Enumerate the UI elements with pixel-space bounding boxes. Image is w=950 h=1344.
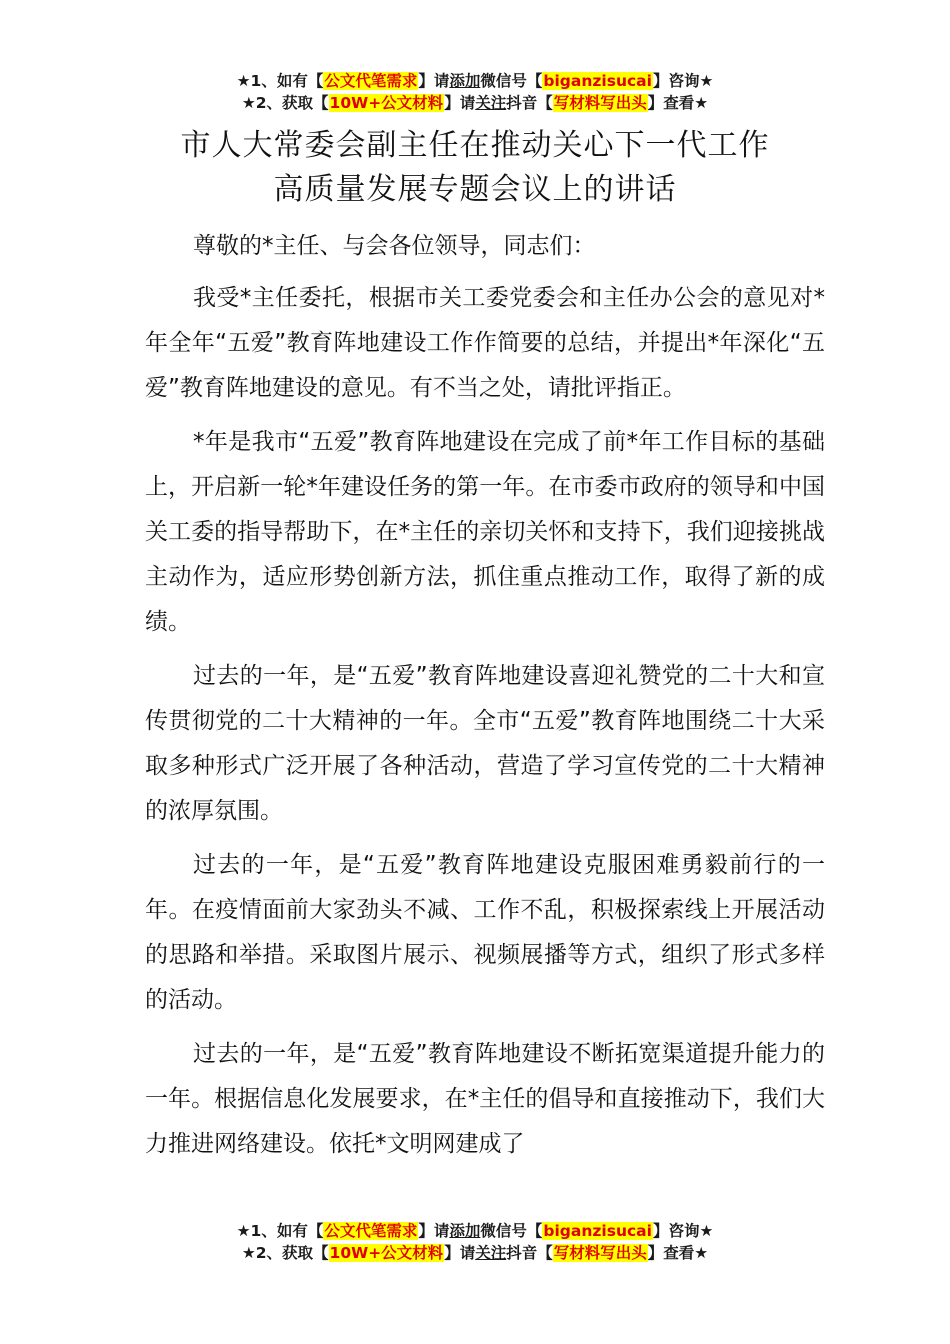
highlight-service: 公文代笔需求	[324, 72, 418, 90]
banner-text: 】请	[418, 72, 450, 90]
header-banner	[0, 70, 950, 114]
highlight-service: 公文代笔需求	[324, 1222, 418, 1240]
footer-banner	[0, 1220, 950, 1264]
highlight-douyin-name: 写材料写出头	[553, 94, 647, 112]
document-body	[145, 224, 825, 1176]
banner-line-2	[0, 1242, 950, 1264]
banner-line-1	[0, 1220, 950, 1242]
highlight-materials: 10W+公文材料	[329, 1244, 444, 1262]
banner-text: ★1、如有【	[236, 72, 324, 90]
title-line-1: 市人大常委会副主任在推动关心下一代工作	[180, 128, 770, 163]
underlined-action: 关注	[475, 94, 507, 112]
underlined-action: 添加	[449, 1222, 481, 1240]
banner-text: 】咨询★	[652, 1222, 714, 1240]
banner-text: 抖音【	[506, 94, 553, 112]
banner-text: ★1、如有【	[236, 1222, 324, 1240]
underlined-action: 关注	[475, 1244, 507, 1262]
banner-text: 微信号【	[480, 1222, 543, 1240]
paragraph: 过去的一年，是“五爱”教育阵地建设喜迎礼赞党的二十大和宣传贯彻党的二十大精神的一年。全市“五爱”教育阵地围绕二十大采取多种形式广泛开展了各种活动，营造了学习宣传党的二十大精神的浓厚氛围。	[145, 663, 825, 824]
banner-line-2	[0, 92, 950, 114]
banner-text: 微信号【	[480, 72, 543, 90]
banner-text: 】请	[444, 94, 476, 112]
banner-text: ★2、获取【	[241, 94, 329, 112]
salutation: 尊敬的*主任、与会各位领导，同志们：	[193, 233, 596, 259]
highlight-douyin-name: 写材料写出头	[553, 1244, 647, 1262]
highlight-materials: 10W+公文材料	[329, 94, 444, 112]
banner-text: 】咨询★	[652, 72, 714, 90]
banner-text: 】请	[444, 1244, 476, 1262]
paragraph: 我受*主任委托，根据市关工委党委会和主任办公会的意见对*年全年“五爱”教育阵地建设工作作简要的总结，并提出*年深化“五爱”教育阵地建设的意见。有不当之处，请批评指正。	[145, 285, 825, 401]
banner-text: 】查看★	[647, 94, 709, 112]
banner-text: 】请	[418, 1222, 450, 1240]
banner-text: 】查看★	[647, 1244, 709, 1262]
banner-line-1	[0, 70, 950, 92]
highlight-wechat-id: biganzisucai	[543, 1222, 652, 1240]
paragraph: 过去的一年，是“五爱”教育阵地建设克服困难勇毅前行的一年。在疫情面前大家劲头不减、工作不乱，积极探索线上开展活动的思路和举措。采取图片展示、视频展播等方式，组织了形式多样的活动。	[145, 852, 825, 1013]
document-title	[0, 124, 950, 212]
title-line-2: 高质量发展专题会议上的讲话	[273, 172, 677, 207]
underlined-action: 添加	[449, 72, 481, 90]
paragraph: *年是我市“五爱”教育阵地建设在完成了前*年工作目标的基础上，开启新一轮*年建设任务的第一年。在市委市政府的领导和中国关工委的指导帮助下，在*主任的亲切关怀和支持下，我们迎接挑战主动作为，适应形势创新方法，抓住重点推动工作，取得了新的成绩。	[145, 429, 825, 635]
paragraph: 过去的一年，是“五爱”教育阵地建设不断拓宽渠道提升能力的一年。根据信息化发展要求，在*主任的倡导和直接推动下，我们大力推进网络建设。依托*文明网建成了	[145, 1041, 825, 1157]
highlight-wechat-id: biganzisucai	[543, 72, 652, 90]
banner-text: 抖音【	[506, 1244, 553, 1262]
banner-text: ★2、获取【	[241, 1244, 329, 1262]
